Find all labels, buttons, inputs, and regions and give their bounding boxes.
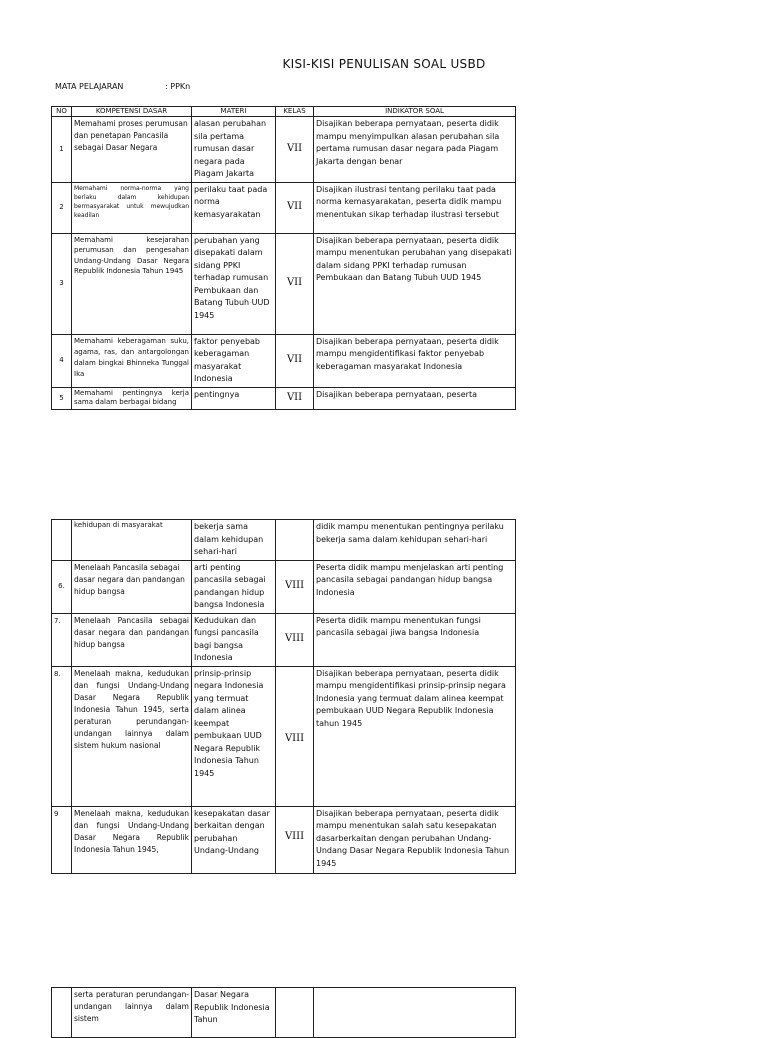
header-kelas: KELAS — [276, 107, 314, 117]
row-number — [52, 520, 72, 561]
table-row — [52, 182, 516, 233]
row-number — [52, 988, 72, 1038]
materi-cell: prinsip-prinsip negara Indonesia yang termuat dalam alinea keempat pembukaan UUD Negara Republik Indonesia Tahun 1945 — [192, 666, 276, 806]
indikator-cell: Disajikan beberapa pernyataan, peserta didik mampu menentukan salah satu kesepakatan dasarberkaitan dengan perubahan Undang-Undang Dasar Negara Republik Indonesia Tahun 1945 — [314, 806, 516, 873]
row-number: 4 — [52, 334, 72, 387]
indikator-cell: didik mampu menentukan pentingnya perilaku bekerja sama dalam kehidupan sehari-hari — [314, 520, 516, 561]
materi-cell: faktor penyebab keberagaman masyarakat Indonesia — [192, 334, 276, 387]
table-row — [52, 334, 516, 387]
materi-cell: perubahan yang disepakati dalam sidang PPKI terhadap rumusan Pembukaan dan Batang Tubuh UUD 1945 — [192, 233, 276, 334]
kisi-kisi-table-page3 — [51, 987, 516, 1038]
indikator-cell: Disajikan beberapa pernyataan, peserta didik mampu menentukan perubahan yang disepakati dalam sidang PPKI terhadap rumusan Pembukaan dan Batang Tubuh UUD 1945 — [314, 233, 516, 334]
materi-cell: alasan perubahan sila pertama rumusan dasar negara pada Piagam Jakarta — [192, 117, 276, 183]
kompetensi-cell: Memahami keberagaman suku, agama, ras, dan antargolongan dalam bingkai Bhinneka Tunggal Ika — [72, 334, 192, 387]
row-number: 8. — [52, 666, 72, 806]
kelas-cell: VIII — [276, 806, 314, 873]
materi-cell: arti penting pancasila sebagai pandangan hidup bangsa Indonesia — [192, 560, 276, 613]
kelas-cell: VIII — [276, 560, 314, 613]
document-title: KISI-KISI PENULISAN SOAL USBD — [282, 57, 486, 71]
header-kompetensi: KOMPETENSI DASAR — [72, 107, 192, 117]
kelas-cell: VII — [276, 233, 314, 334]
kelas-cell: VII — [276, 117, 314, 183]
indikator-cell: Disajikan ilustrasi tentang perilaku taat pada norma kemasyarakatan, peserta didik mampu menentukan sikap terhadap ilustrasi tersebut — [314, 182, 516, 233]
kompetensi-cell: Menelaah makna, kedudukan dan fungsi Undang-Undang Dasar Negara Republik Indonesia Tahun 1945, serta peraturan perundangan- undangan lainnya dalam sistem hukum nasional — [72, 666, 192, 806]
table-row — [52, 520, 516, 561]
table-row — [52, 387, 516, 409]
kelas-cell: VII — [276, 182, 314, 233]
materi-cell: perilaku taat pada norma kemasyarakatan — [192, 182, 276, 233]
row-number: 2 — [52, 182, 72, 233]
kelas-cell — [276, 520, 314, 561]
indikator-cell: Disajikan beberapa pernyataan, peserta didik mampu menyimpulkan alasan perubahan sila pertama rumusan dasar negara pada Piagam Jakarta dengan benar — [314, 117, 516, 183]
materi-cell: Dasar Negara Republik Indonesia Tahun — [192, 988, 276, 1038]
kompetensi-cell: Menelaah Pancasila sebagai dasar negara dan pandangan hidup bangsa — [72, 560, 192, 613]
row-number: 7. — [52, 613, 72, 666]
row-number: 5 — [52, 387, 72, 409]
indikator-cell — [314, 988, 516, 1038]
table-row — [52, 806, 516, 873]
kompetensi-cell: serta peraturan perundangan- undangan lainnya dalam sistem — [72, 988, 192, 1038]
row-number: 6. — [52, 560, 72, 613]
kompetensi-cell: Menelaah makna, kedudukan dan fungsi Undang-Undang Dasar Negara Republik Indonesia Tahun 1945, — [72, 806, 192, 873]
kisi-kisi-table-page2 — [51, 519, 516, 874]
header-indikator: INDIKATOR SOAL — [314, 107, 516, 117]
indikator-cell: Disajikan beberapa pernyataan, peserta didik mampu mengidentifikasi faktor penyebab keberagaman masyarakat Indonesia — [314, 334, 516, 387]
kelas-cell: VIII — [276, 666, 314, 806]
header-materi: MATERI — [192, 107, 276, 117]
table-row — [52, 613, 516, 666]
indikator-cell: Disajikan beberapa pernyataan, peserta didik mampu mengidentifikasi prinsip-prinsip negara Indonesia yang termuat dalam alinea keempat pembukaan UUD Negara Republik Indonesia tahun 1945 — [314, 666, 516, 806]
table-row — [52, 666, 516, 806]
table-row — [52, 988, 516, 1038]
kompetensi-cell: Menelaah Pancasila sebagai dasar negara dan pandangan hidup bangsa — [72, 613, 192, 666]
row-number: 1 — [52, 117, 72, 183]
kompetensi-cell: kehidupan di masyarakat — [72, 520, 192, 561]
row-number: 9 — [52, 806, 72, 873]
table-row — [52, 117, 516, 183]
materi-cell: pentingnya — [192, 387, 276, 409]
row-number: 3 — [52, 233, 72, 334]
materi-cell: bekerja sama dalam kehidupan sehari-hari — [192, 520, 276, 561]
kompetensi-cell: Memahami pentingnya kerja sama dalam berbagai bidang — [72, 387, 192, 409]
kelas-cell — [276, 988, 314, 1038]
kisi-kisi-table-page1 — [51, 106, 516, 410]
header-no: NO — [52, 107, 72, 117]
kelas-cell: VII — [276, 387, 314, 409]
indikator-cell: Peserta didik mampu menentukan fungsi pancasila sebagai jiwa bangsa Indonesia — [314, 613, 516, 666]
kelas-cell: VIII — [276, 613, 314, 666]
kompetensi-cell: Memahami norma-norma yang berlaku dalam kehidupan bermasyarakat untuk mewujudkan keadilan — [72, 182, 192, 233]
subject-line — [55, 82, 191, 91]
kelas-cell: VII — [276, 334, 314, 387]
kompetensi-cell: Memahami kesejarahan perumusan dan pengesahan Undang-Undang Dasar Negara Republik Indonesia Tahun 1945 — [72, 233, 192, 334]
indikator-cell: Disajikan beberapa pernyataan, peserta — [314, 387, 516, 409]
subject-value: : PPKn — [165, 82, 191, 91]
kompetensi-cell: Memahami proses perumusan dan penetapan Pancasila sebagai Dasar Negara — [72, 117, 192, 183]
table-row — [52, 233, 516, 334]
materi-cell: kesepakatan dasar berkaitan dengan perubahan Undang-Undang — [192, 806, 276, 873]
subject-label: MATA PELAJARAN — [55, 82, 124, 91]
materi-cell: Kedudukan dan fungsi pancasila bagi bangsa Indonesia — [192, 613, 276, 666]
indikator-cell: Peserta didik mampu menjelaskan arti penting pancasila sebagai pandangan hidup bangsa Indonesia — [314, 560, 516, 613]
table-row — [52, 560, 516, 613]
